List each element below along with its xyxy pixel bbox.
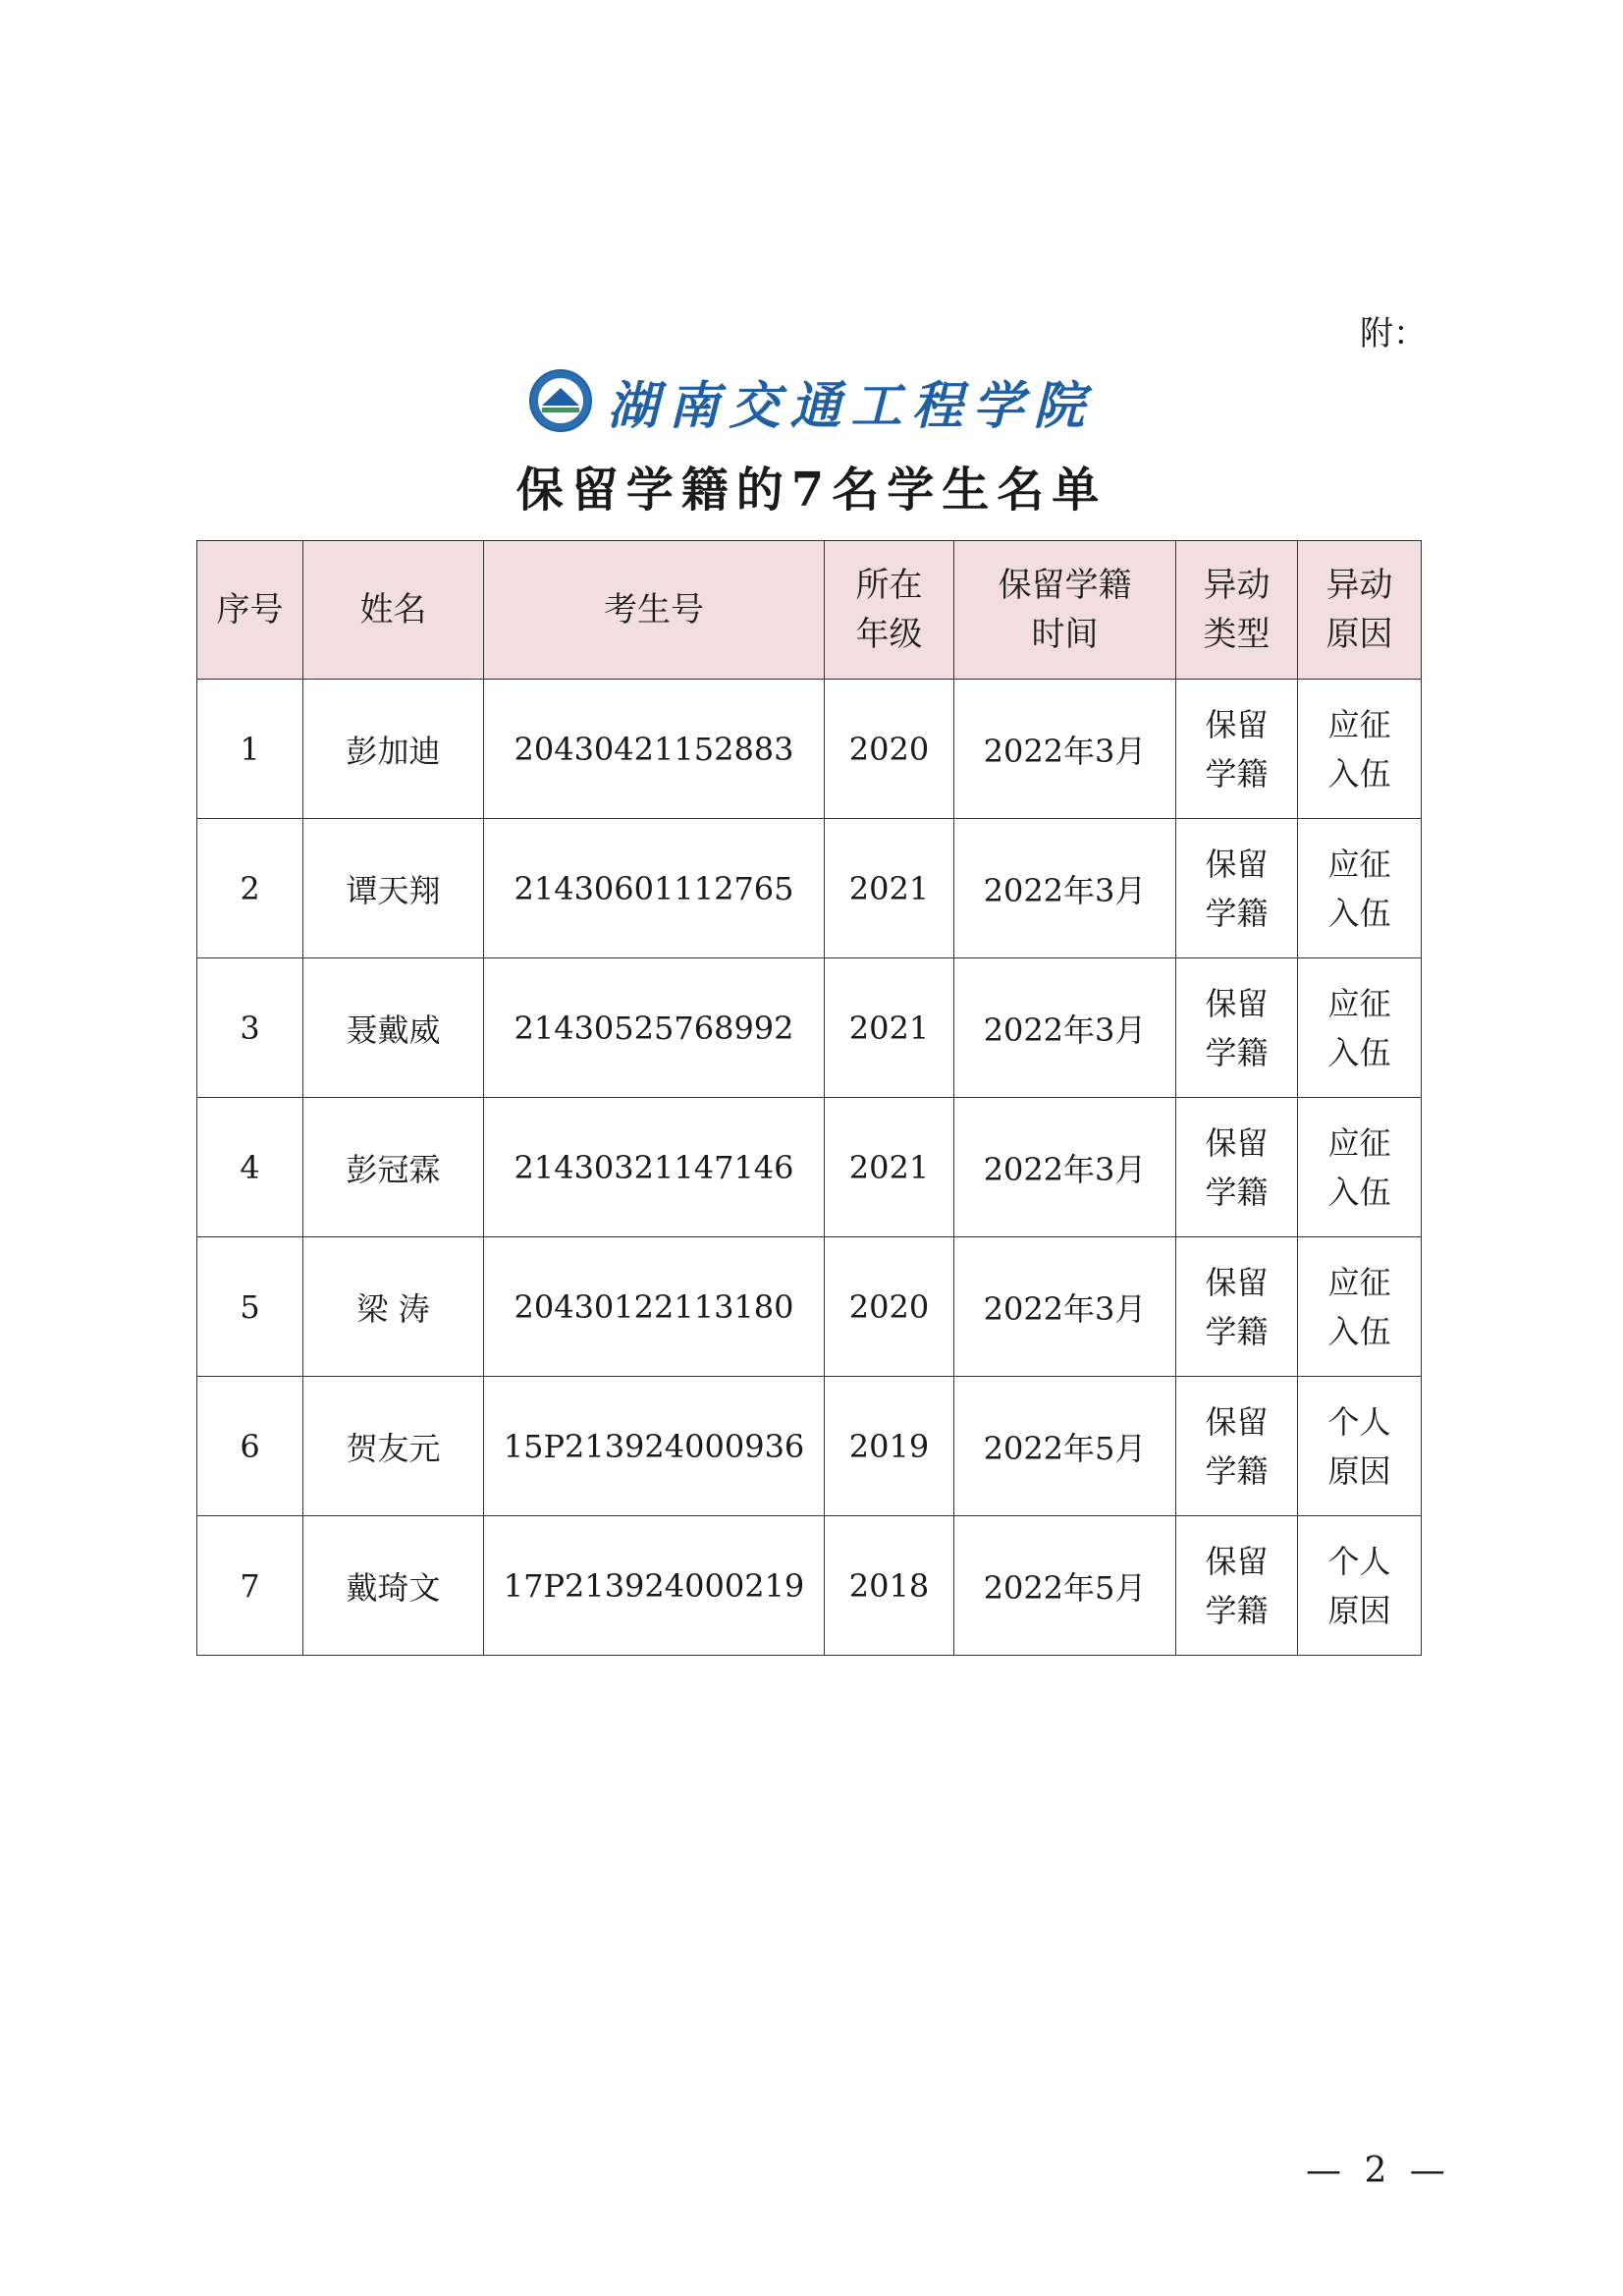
header-index: 序号: [197, 541, 303, 680]
cell-grade: 2019: [825, 1377, 954, 1516]
cell-exam-number: 21430525768992: [484, 958, 825, 1098]
table-row: [197, 1516, 1422, 1656]
cell-change-type: 保留学籍: [1176, 1377, 1298, 1516]
cell-change-type: 保留学籍: [1176, 819, 1298, 958]
cell-retention-time: 2022年5月: [954, 1377, 1176, 1516]
page-title: 保留学籍的7名学生名单: [515, 463, 1108, 518]
table-row: [197, 1098, 1422, 1237]
cell-index: 1: [197, 680, 303, 819]
table-row: [197, 958, 1422, 1098]
cell-exam-number: 20430122113180: [484, 1237, 825, 1377]
cell-name: 梁 涛: [303, 1237, 484, 1377]
page-number: — 2 —: [1306, 2151, 1451, 2191]
school-name: 湖南交通工程学院: [607, 375, 1095, 436]
cell-index: 4: [197, 1098, 303, 1237]
cell-index: 7: [197, 1516, 303, 1656]
cell-grade: 2020: [825, 680, 954, 819]
cell-grade: 2021: [825, 1098, 954, 1237]
table-row: [197, 680, 1422, 819]
header-exam-number: 考生号: [484, 541, 825, 680]
student-table: [196, 540, 1422, 1656]
cell-retention-time: 2022年3月: [954, 819, 1176, 958]
school-emblem-icon: [528, 368, 593, 433]
cell-grade: 2018: [825, 1516, 954, 1656]
header-change-reason: 异动原因: [1298, 541, 1422, 680]
table-header-row: [197, 541, 1422, 680]
header-retention-time: 保留学籍时间: [954, 541, 1176, 680]
cell-name: 彭加迪: [303, 680, 484, 819]
cell-retention-time: 2022年3月: [954, 1237, 1176, 1377]
school-header: [0, 365, 1623, 436]
cell-exam-number: 20430421152883: [484, 680, 825, 819]
table-row: [197, 1377, 1422, 1516]
cell-grade: 2021: [825, 958, 954, 1098]
cell-change-reason: 应征入伍: [1298, 1237, 1422, 1377]
cell-change-reason: 个人原因: [1298, 1516, 1422, 1656]
cell-grade: 2020: [825, 1237, 954, 1377]
header-change-type: 异动类型: [1176, 541, 1298, 680]
table-row: [197, 819, 1422, 958]
attachment-label: 附：: [1360, 314, 1427, 354]
cell-exam-number: 15P213924000936: [484, 1377, 825, 1516]
table-row: [197, 1237, 1422, 1377]
cell-index: 5: [197, 1237, 303, 1377]
cell-name: 谭天翔: [303, 819, 484, 958]
cell-name: 戴琦文: [303, 1516, 484, 1656]
cell-grade: 2021: [825, 819, 954, 958]
cell-index: 6: [197, 1377, 303, 1516]
cell-retention-time: 2022年3月: [954, 680, 1176, 819]
cell-index: 2: [197, 819, 303, 958]
cell-name: 彭冠霖: [303, 1098, 484, 1237]
cell-change-reason: 应征入伍: [1298, 680, 1422, 819]
cell-index: 3: [197, 958, 303, 1098]
cell-change-type: 保留学籍: [1176, 1237, 1298, 1377]
cell-retention-time: 2022年3月: [954, 1098, 1176, 1237]
cell-change-reason: 应征入伍: [1298, 1098, 1422, 1237]
cell-name: 贺友元: [303, 1377, 484, 1516]
cell-exam-number: 21430601112765: [484, 819, 825, 958]
cell-exam-number: 21430321147146: [484, 1098, 825, 1237]
cell-exam-number: 17P213924000219: [484, 1516, 825, 1656]
cell-retention-time: 2022年3月: [954, 958, 1176, 1098]
cell-name: 聂戴威: [303, 958, 484, 1098]
cell-change-type: 保留学籍: [1176, 958, 1298, 1098]
cell-change-reason: 个人原因: [1298, 1377, 1422, 1516]
header-name: 姓名: [303, 541, 484, 680]
cell-change-type: 保留学籍: [1176, 680, 1298, 819]
cell-change-reason: 应征入伍: [1298, 958, 1422, 1098]
cell-retention-time: 2022年5月: [954, 1516, 1176, 1656]
cell-change-type: 保留学籍: [1176, 1516, 1298, 1656]
header-grade: 所在年级: [825, 541, 954, 680]
cell-change-reason: 应征入伍: [1298, 819, 1422, 958]
cell-change-type: 保留学籍: [1176, 1098, 1298, 1237]
